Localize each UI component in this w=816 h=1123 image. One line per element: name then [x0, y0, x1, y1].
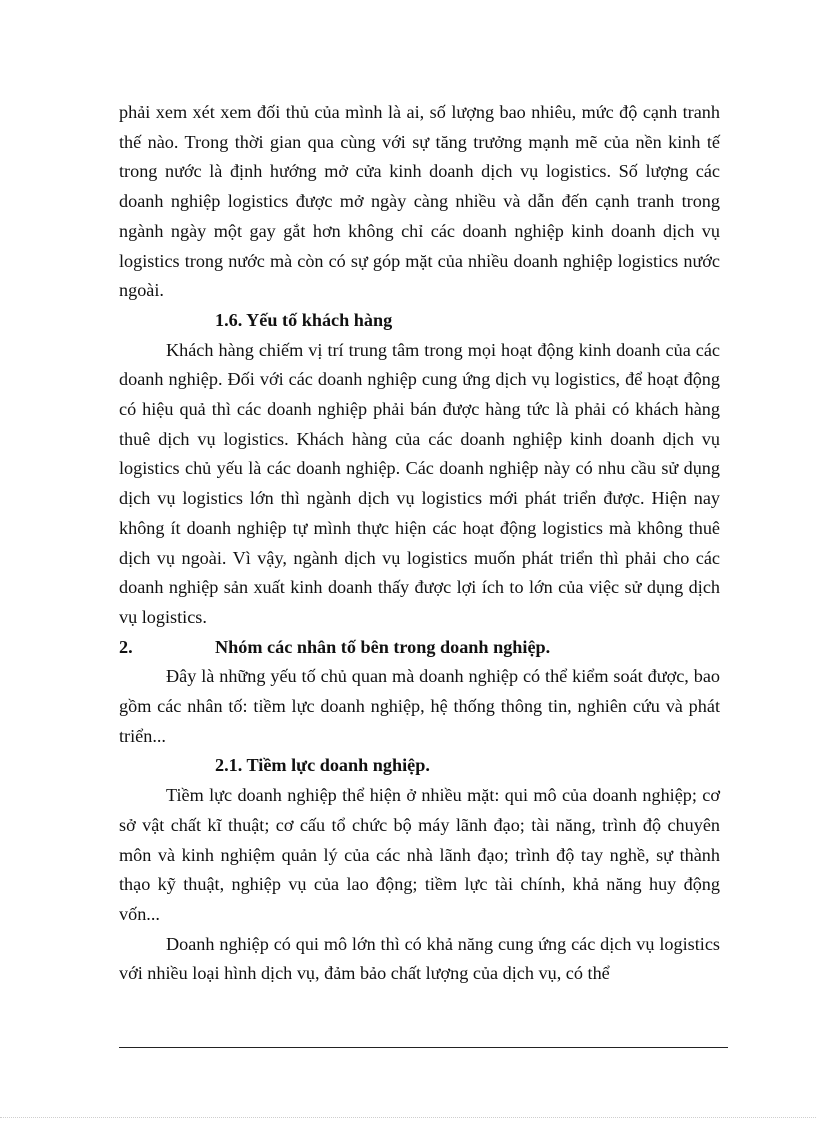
- body-paragraph: Khách hàng chiếm vị trí trung tâm trong mọi hoạt động kinh doanh của các doanh nghiệp. Đối với các doanh nghiệp cung ứng dịch vụ logistics, để hoạt động có hiệu quả thì các doanh nghiệp phải bán được hàng tức là phải có khách hàng thuê dịch vụ logistics. Khách hàng của các doanh nghiệp kinh doanh dịch vụ logistics chủ yếu là các doanh nghiệp. Các doanh nghiệp này có nhu cầu sử dụng dịch vụ logistics lớn thì ngành dịch vụ logistics mới phát triển được. Hiện nay không ít doanh nghiệp tự mình thực hiện các hoạt động logistics mà không thuê dịch vụ ngoài. Vì vậy, ngành dịch vụ logistics muốn phát triển thì phải cho các doanh nghiệp sản xuất kinh doanh thấy được lợi ích to lớn của việc sử dụng dịch vụ logistics.: [119, 339, 720, 627]
- page-break-edge: [0, 1117, 816, 1118]
- subsection-heading: 1.6. Yếu tố khách hàng: [215, 309, 393, 330]
- body-paragraph: Đây là những yếu tố chủ quan mà doanh nghiệp có thể kiểm soát được, bao gồm các nhân tố: tiềm lực doanh nghiệp, hệ thống thông tin, nghiên cứu và phát triển...: [119, 666, 720, 746]
- footer-divider: [119, 1047, 728, 1048]
- section-number: 2.: [119, 636, 133, 657]
- document-page: [119, 98, 720, 989]
- body-paragraph: phải xem xét xem đối thủ của mình là ai, số lượng bao nhiêu, mức độ cạnh tranh thế nào. Trong thời gian qua cùng với sự tăng trưởng mạnh mẽ của nền kinh tế trong nước là định hướng mở cửa kinh doanh dịch vụ logistics. Số lượng các doanh nghiệp logistics được mở ngày càng nhiều và dẫn đến cạnh tranh trong ngành ngày một gay gắt hơn không chỉ các doanh nghiệp kinh doanh dịch vụ logistics trong nước mà còn có sự góp mặt của nhiều doanh nghiệp logistics nước ngoài.: [119, 102, 720, 301]
- body-paragraph: Tiềm lực doanh nghiệp thể hiện ở nhiều mặt: qui mô của doanh nghiệp; cơ sở vật chất kĩ thuật; cơ cấu tổ chức bộ máy lãnh đạo; tài năng, trình độ chuyên môn và kinh nghiệm quản lý của các nhà lãnh đạo; trình độ tay nghề, sự thành thạo kỹ thuật, nghiệp vụ của lao động; tiềm lực tài chính, khả năng huy động vốn...: [119, 785, 720, 924]
- section-heading: [119, 633, 720, 663]
- section-title: Nhóm các nhân tố bên trong doanh nghiệp.: [215, 636, 551, 657]
- body-paragraph: Doanh nghiệp có qui mô lớn thì có khả năng cung ứng các dịch vụ logistics với nhiều loại hình dịch vụ, đảm bảo chất lượng của dịch vụ, có thể: [119, 933, 720, 984]
- subsection-heading: 2.1. Tiềm lực doanh nghiệp.: [215, 755, 430, 776]
